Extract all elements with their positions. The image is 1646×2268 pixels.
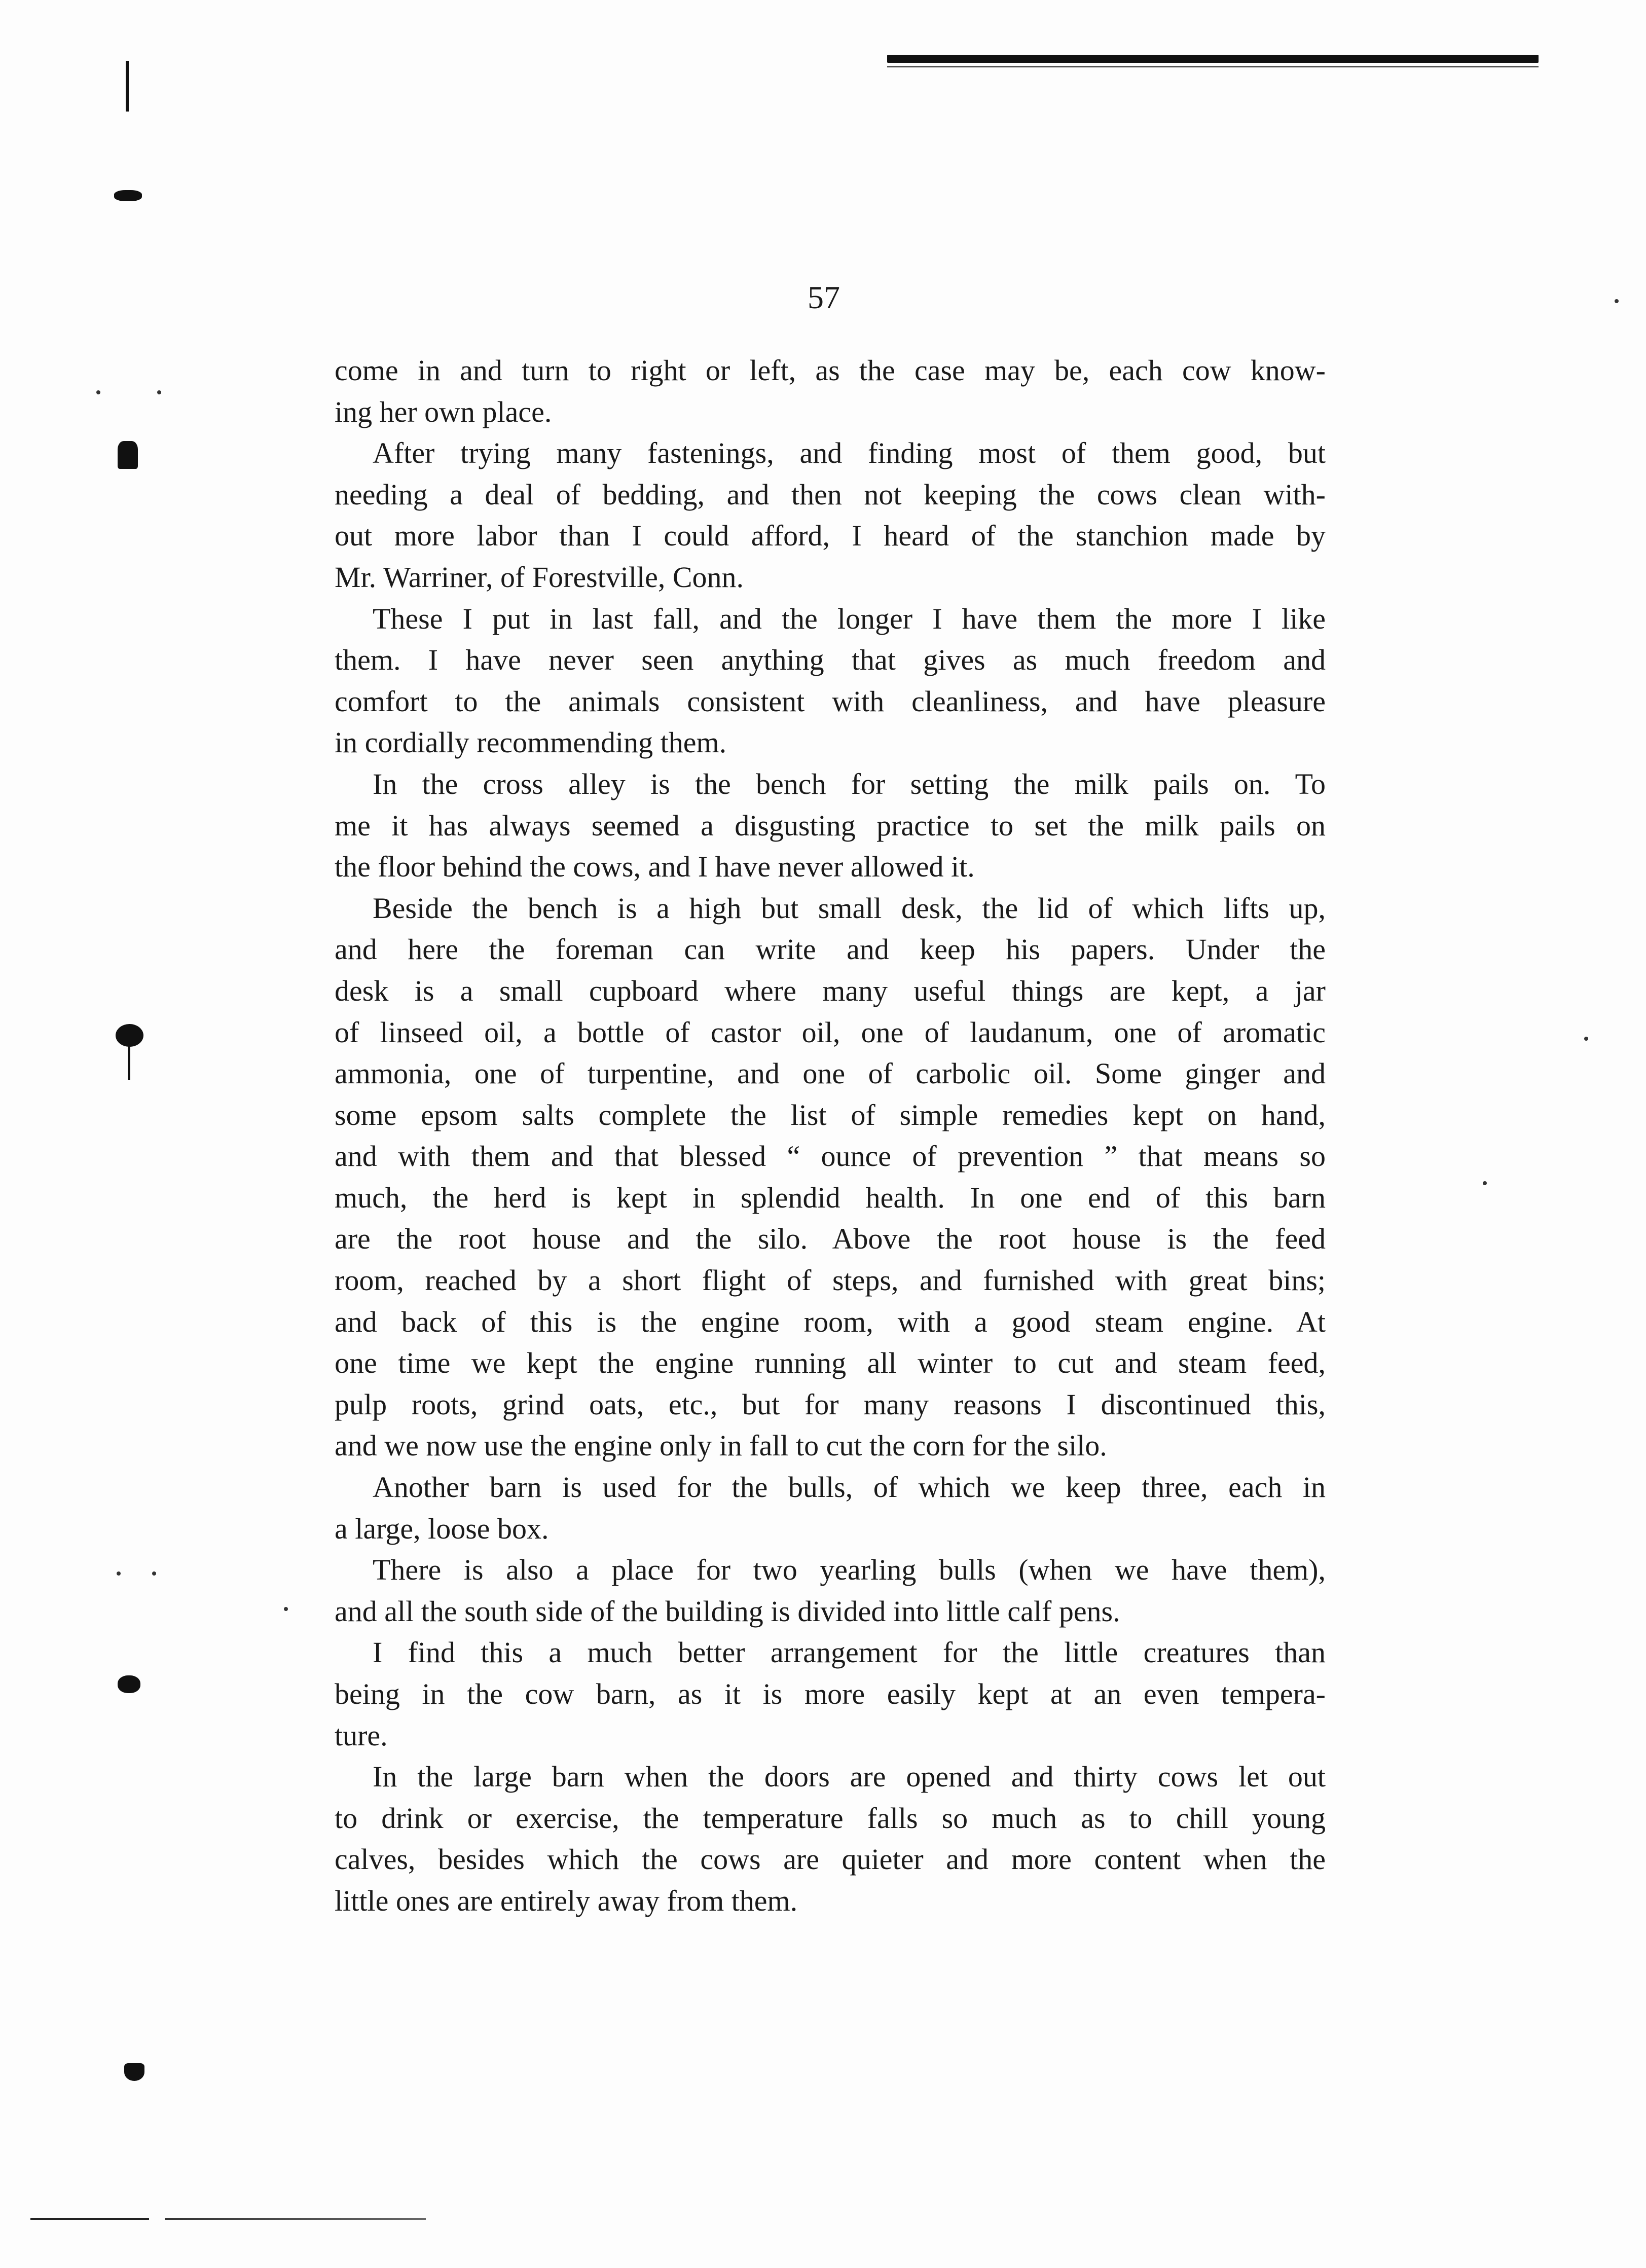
text-line: some epsom salts complete the list of simple remedies kept on hand,	[335, 1098, 1326, 1131]
text-line: the floor behind the cows, and I have never allowed it.	[335, 850, 975, 884]
text-line: one time we kept the engine running all winter to cut and steam feed,	[335, 1346, 1326, 1380]
binding-mark	[116, 1024, 143, 1047]
text-line: After trying many fastenings, and finding most of them good, but	[373, 436, 1326, 470]
text-line: Beside the bench is a high but small desk, the lid of which lifts up,	[373, 891, 1326, 925]
text-line: ammonia, one of turpentine, and one of carbolic oil. Some ginger and	[335, 1057, 1326, 1090]
scan-speck	[117, 1571, 121, 1576]
text-line: There is also a place for two yearling bulls (when we have them),	[373, 1553, 1326, 1587]
text-line: a large, loose box.	[335, 1512, 549, 1545]
text-line: ture.	[335, 1718, 388, 1752]
binding-mark	[118, 441, 138, 469]
binding-mark	[128, 1044, 130, 1080]
text-line: of linseed oil, a bottle of castor oil, one of laudanum, one of aromatic	[335, 1015, 1326, 1049]
binding-mark	[118, 1675, 140, 1693]
text-line: me it has always seemed a disgusting practice to set the milk pails on	[335, 809, 1326, 842]
text-line: them. I have never seen anything that gives as much freedom and	[335, 643, 1326, 677]
scan-speck	[152, 1571, 156, 1576]
binding-mark	[114, 190, 142, 201]
text-line: These I put in last fall, and the longer I have them the more I like	[373, 602, 1326, 635]
text-line: and we now use the engine only in fall to cut the corn for the silo.	[335, 1429, 1107, 1462]
text-line: desk is a small cupboard where many useful things are kept, a jar	[335, 974, 1326, 1007]
text-line: out more labor than I could afford, I heard of the stanchion made by	[335, 519, 1326, 553]
text-line: and back of this is the engine room, with a good steam engine. At	[335, 1305, 1326, 1338]
scan-speck	[96, 390, 100, 394]
text-line: in cordially recommending them.	[335, 726, 727, 759]
text-line: much, the herd is kept in splendid health. In one end of this barn	[335, 1181, 1326, 1214]
text-line: calves, besides which the cows are quieter and more content when the	[335, 1843, 1326, 1876]
text-line: little ones are entirely away from them.	[335, 1884, 798, 1917]
scan-speck	[157, 390, 161, 394]
binding-mark	[126, 61, 129, 112]
text-line: being in the cow barn, as it is more easily kept at an even tempera-	[335, 1677, 1326, 1710]
text-line: and all the south side of the building is divided into little calf pens.	[335, 1594, 1120, 1628]
text-line: Mr. Warriner, of Forestville, Conn.	[335, 560, 744, 594]
scan-speck	[284, 1607, 288, 1611]
text-line: In the cross alley is the bench for setting the milk pails on. To	[373, 767, 1326, 800]
footer-rule	[30, 2218, 426, 2220]
text-line: I find this a much better arrangement for the little creatures than	[373, 1636, 1326, 1669]
text-line: and here the foreman can write and keep his papers. Under the	[335, 933, 1326, 966]
scan-speck	[1584, 1037, 1588, 1041]
text-line: room, reached by a short flight of steps, and furnished with great bins;	[335, 1264, 1326, 1297]
scan-speck	[1615, 299, 1619, 303]
header-rule-thin	[887, 66, 1539, 67]
text-line: pulp roots, grind oats, etc., but for many reasons I discontinued this,	[335, 1387, 1326, 1421]
scan-speck	[1483, 1181, 1487, 1185]
body-text	[335, 350, 1326, 1922]
header-rule	[887, 55, 1539, 63]
binding-mark	[124, 2063, 144, 2081]
text-line: come in and turn to right or left, as the case may be, each cow know-	[335, 354, 1326, 387]
text-line: needing a deal of bedding, and then not keeping the cows clean with-	[335, 478, 1326, 511]
text-line: are the root house and the silo. Above the root house is the feed	[335, 1222, 1326, 1256]
page-number: 57	[808, 279, 840, 315]
text-line: ing her own place.	[335, 395, 552, 428]
text-line: In the large barn when the doors are opened and thirty cows let out	[373, 1760, 1326, 1794]
text-line: and with them and that blessed “ ounce of prevention ” that means so	[335, 1140, 1326, 1173]
text-line: to drink or exercise, the temperature falls so much as to chill young	[335, 1801, 1326, 1835]
text-line: comfort to the animals consistent with cleanliness, and have pleasure	[335, 684, 1326, 718]
text-line: Another barn is used for the bulls, of which we keep three, each in	[373, 1471, 1326, 1504]
